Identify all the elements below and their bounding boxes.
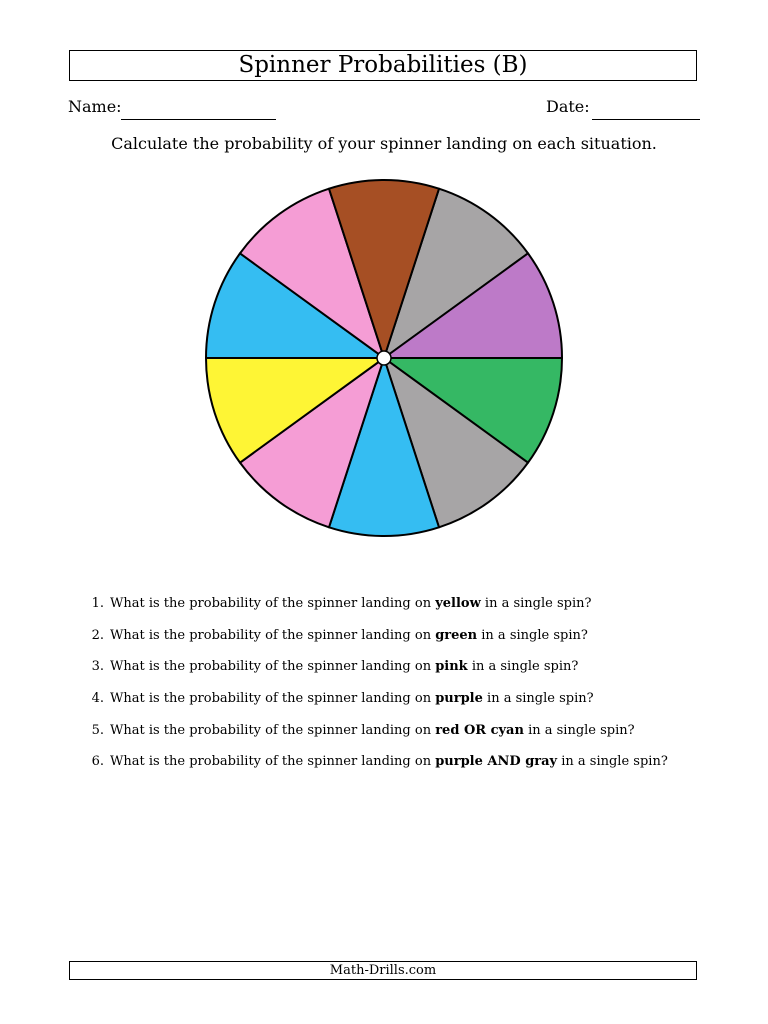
footer: Math-Drills.com <box>69 961 697 980</box>
question-list <box>84 596 668 786</box>
question-text-after: in a single spin? <box>482 691 594 707</box>
question-text-before: What is the probability of the spinner landing on <box>110 722 436 738</box>
question-text-after: in a single spin? <box>523 722 635 738</box>
question-text-before: What is the probability of the spinner landing on <box>110 596 436 611</box>
question-item <box>84 628 668 660</box>
question-text-after: in a single spin? <box>467 659 579 675</box>
question-text <box>110 754 668 786</box>
question-item <box>84 691 668 723</box>
question-text <box>110 596 591 628</box>
question-text-before: What is the probability of the spinner landing on <box>110 691 436 707</box>
question-text-after: in a single spin? <box>557 754 668 770</box>
question-text <box>110 628 588 660</box>
question-text-before: What is the probability of the spinner landing on <box>110 659 436 675</box>
question-color-term: pink <box>435 659 468 675</box>
question-number: 3. <box>91 659 104 675</box>
question-color-term: red OR cyan <box>435 722 524 738</box>
question-number: 1. <box>91 596 104 611</box>
question-color-term: purple AND gray <box>435 754 558 770</box>
question-color-term: yellow <box>435 596 481 611</box>
question-text <box>110 659 578 691</box>
question-text-before: What is the probability of the spinner landing on <box>110 627 436 643</box>
question-text-after: in a single spin? <box>477 627 588 643</box>
question-number: 5. <box>91 722 104 738</box>
name-label: Name: <box>68 97 122 116</box>
question-color-term: purple <box>435 691 483 707</box>
spinner-center-pin <box>377 351 391 365</box>
date-label: Date: <box>546 97 590 116</box>
question-item <box>84 723 668 755</box>
question-text <box>110 691 594 723</box>
question-text-after: in a single spin? <box>480 596 592 611</box>
question-item <box>84 659 668 691</box>
question-text-before: What is the probability of the spinner landing on <box>110 754 436 770</box>
question-color-term: green <box>435 627 478 643</box>
question-number: 2. <box>91 627 104 643</box>
question-number: 4. <box>91 691 104 707</box>
worksheet-title: Spinner Probabilities (B) <box>69 50 697 81</box>
question-item <box>84 596 668 628</box>
instructions: Calculate the probability of your spinner landing on each situation. <box>111 134 657 153</box>
question-number: 6. <box>91 754 104 770</box>
question-text <box>110 723 635 755</box>
question-item <box>84 754 668 786</box>
